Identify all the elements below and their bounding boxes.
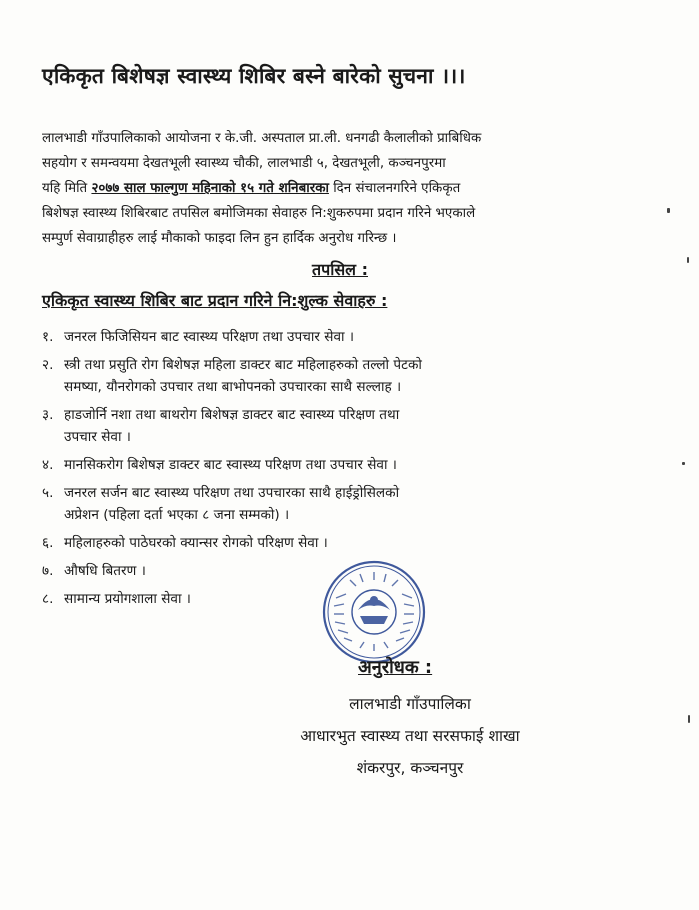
service-item [42,454,662,476]
details-heading: तपसिल : [312,260,368,279]
service-number: ६. [42,535,54,551]
intro-line-3-prefix: यहि मिति [42,181,92,196]
stamp-emblem-icon [358,596,390,624]
intro-line-3-suffix: दिन संचालनगरिने एकिकृत [328,181,461,196]
office-name: लालभाडी गाँउपालिका [349,695,471,713]
intro-line-2: सहयोग र समन्वयमा देखतभूली स्वास्थ्य चौकी, लालभाडी ५, देखतभूली, कञ्चनपुरमा [42,156,446,171]
service-text: स्त्री तथा प्रसुति रोग बिशेषज्ञ महिला डाक्टर बाट महिलाहरुको तल्लो पेटको [64,357,422,373]
intro-line-1: लालभाडी गाँउपालिकाको आयोजना र के.जी. अस्पताल प्रा.ली. धनगढी कैलालीको प्राबिधिक [42,131,482,146]
service-number: ७. [42,563,54,579]
service-number: १. [42,329,54,345]
service-item [42,354,662,398]
notice-title: एकिकृत बिशेषज्ञ स्वास्थ्य शिबिर बस्ने बारेको सुचना ।।। [42,64,466,88]
service-number: २. [42,357,54,373]
service-text: जनरल फिजिसियन बाट स्वास्थ्य परिक्षण तथा उपचार सेवा । [64,329,355,345]
intro-line-5: सम्पुर्ण सेवाग्राहीहरु लाई मौकाको फाइदा लिन हुन हार्दिक अनुरोध गरिन्छ । [42,231,397,246]
intro-line-4: बिशेषज्ञ स्वास्थ्य शिबिरबाट तपसिल बमोजिमका सेवाहरु नि:शुकरुपमा प्रदान गरिने भएकाले [42,206,476,221]
scan-speck [687,257,689,263]
service-text: जनरल सर्जन बाट स्वास्थ्य परिक्षण तथा उपचारका साथै हाईड्रोसिलको [64,485,400,501]
service-text-continued: समष्या, यौनरोगको उपचार तथा बाभोपनको उपचारका साथै सल्लाह । [64,379,402,395]
official-stamp [320,558,428,666]
scan-speck [682,462,685,465]
service-item [42,404,662,448]
service-text: औषधि बितरण । [64,563,146,579]
service-text-continued: उपचार सेवा । [64,429,131,445]
intro-paragraph [42,126,672,251]
service-text: सामान्य प्रयोगशाला सेवा । [64,591,191,607]
branch-name: आधारभुत स्वास्थ्य तथा सरसफाई शाखा [300,727,520,745]
camp-date: २०७७ साल फाल्गुण महिनाको १५ गते शनिबारका [91,181,329,196]
service-text: मानसिकरोग बिशेषज्ञ डाक्टर बाट स्वास्थ्य परिक्षण तथा उपचार सेवा । [64,457,397,473]
services-heading: एकिकृत स्वास्थ्य शिबिर बाट प्रदान गरिने नि:शुल्क सेवाहरु : [42,291,388,310]
service-number: ८. [42,591,54,607]
service-item [42,326,662,348]
scan-speck [688,715,690,723]
scan-speck [667,208,670,213]
service-number: ४. [42,457,54,473]
service-number: ३. [42,407,54,423]
signature-block [250,688,570,784]
service-item [42,482,662,526]
office-address: शंकरपुर, कञ्चनपुर [356,759,464,777]
service-number: ५. [42,485,54,501]
service-text: हाडजोर्नि नशा तथा बाथरोग बिशेषज्ञ डाक्टर बाट स्वास्थ्य परिक्षण तथा [64,407,400,423]
intro-line-3 [42,176,672,201]
service-item [42,532,662,554]
service-text-continued: अप्रेशन (पहिला दर्ता भएका ८ जना सम्मको) । [64,507,290,523]
service-text: महिलाहरुको पाठेघरको क्यान्सर रोगको परिक्षण सेवा । [64,535,328,551]
requester-heading: अनुरोधक : [358,657,433,678]
